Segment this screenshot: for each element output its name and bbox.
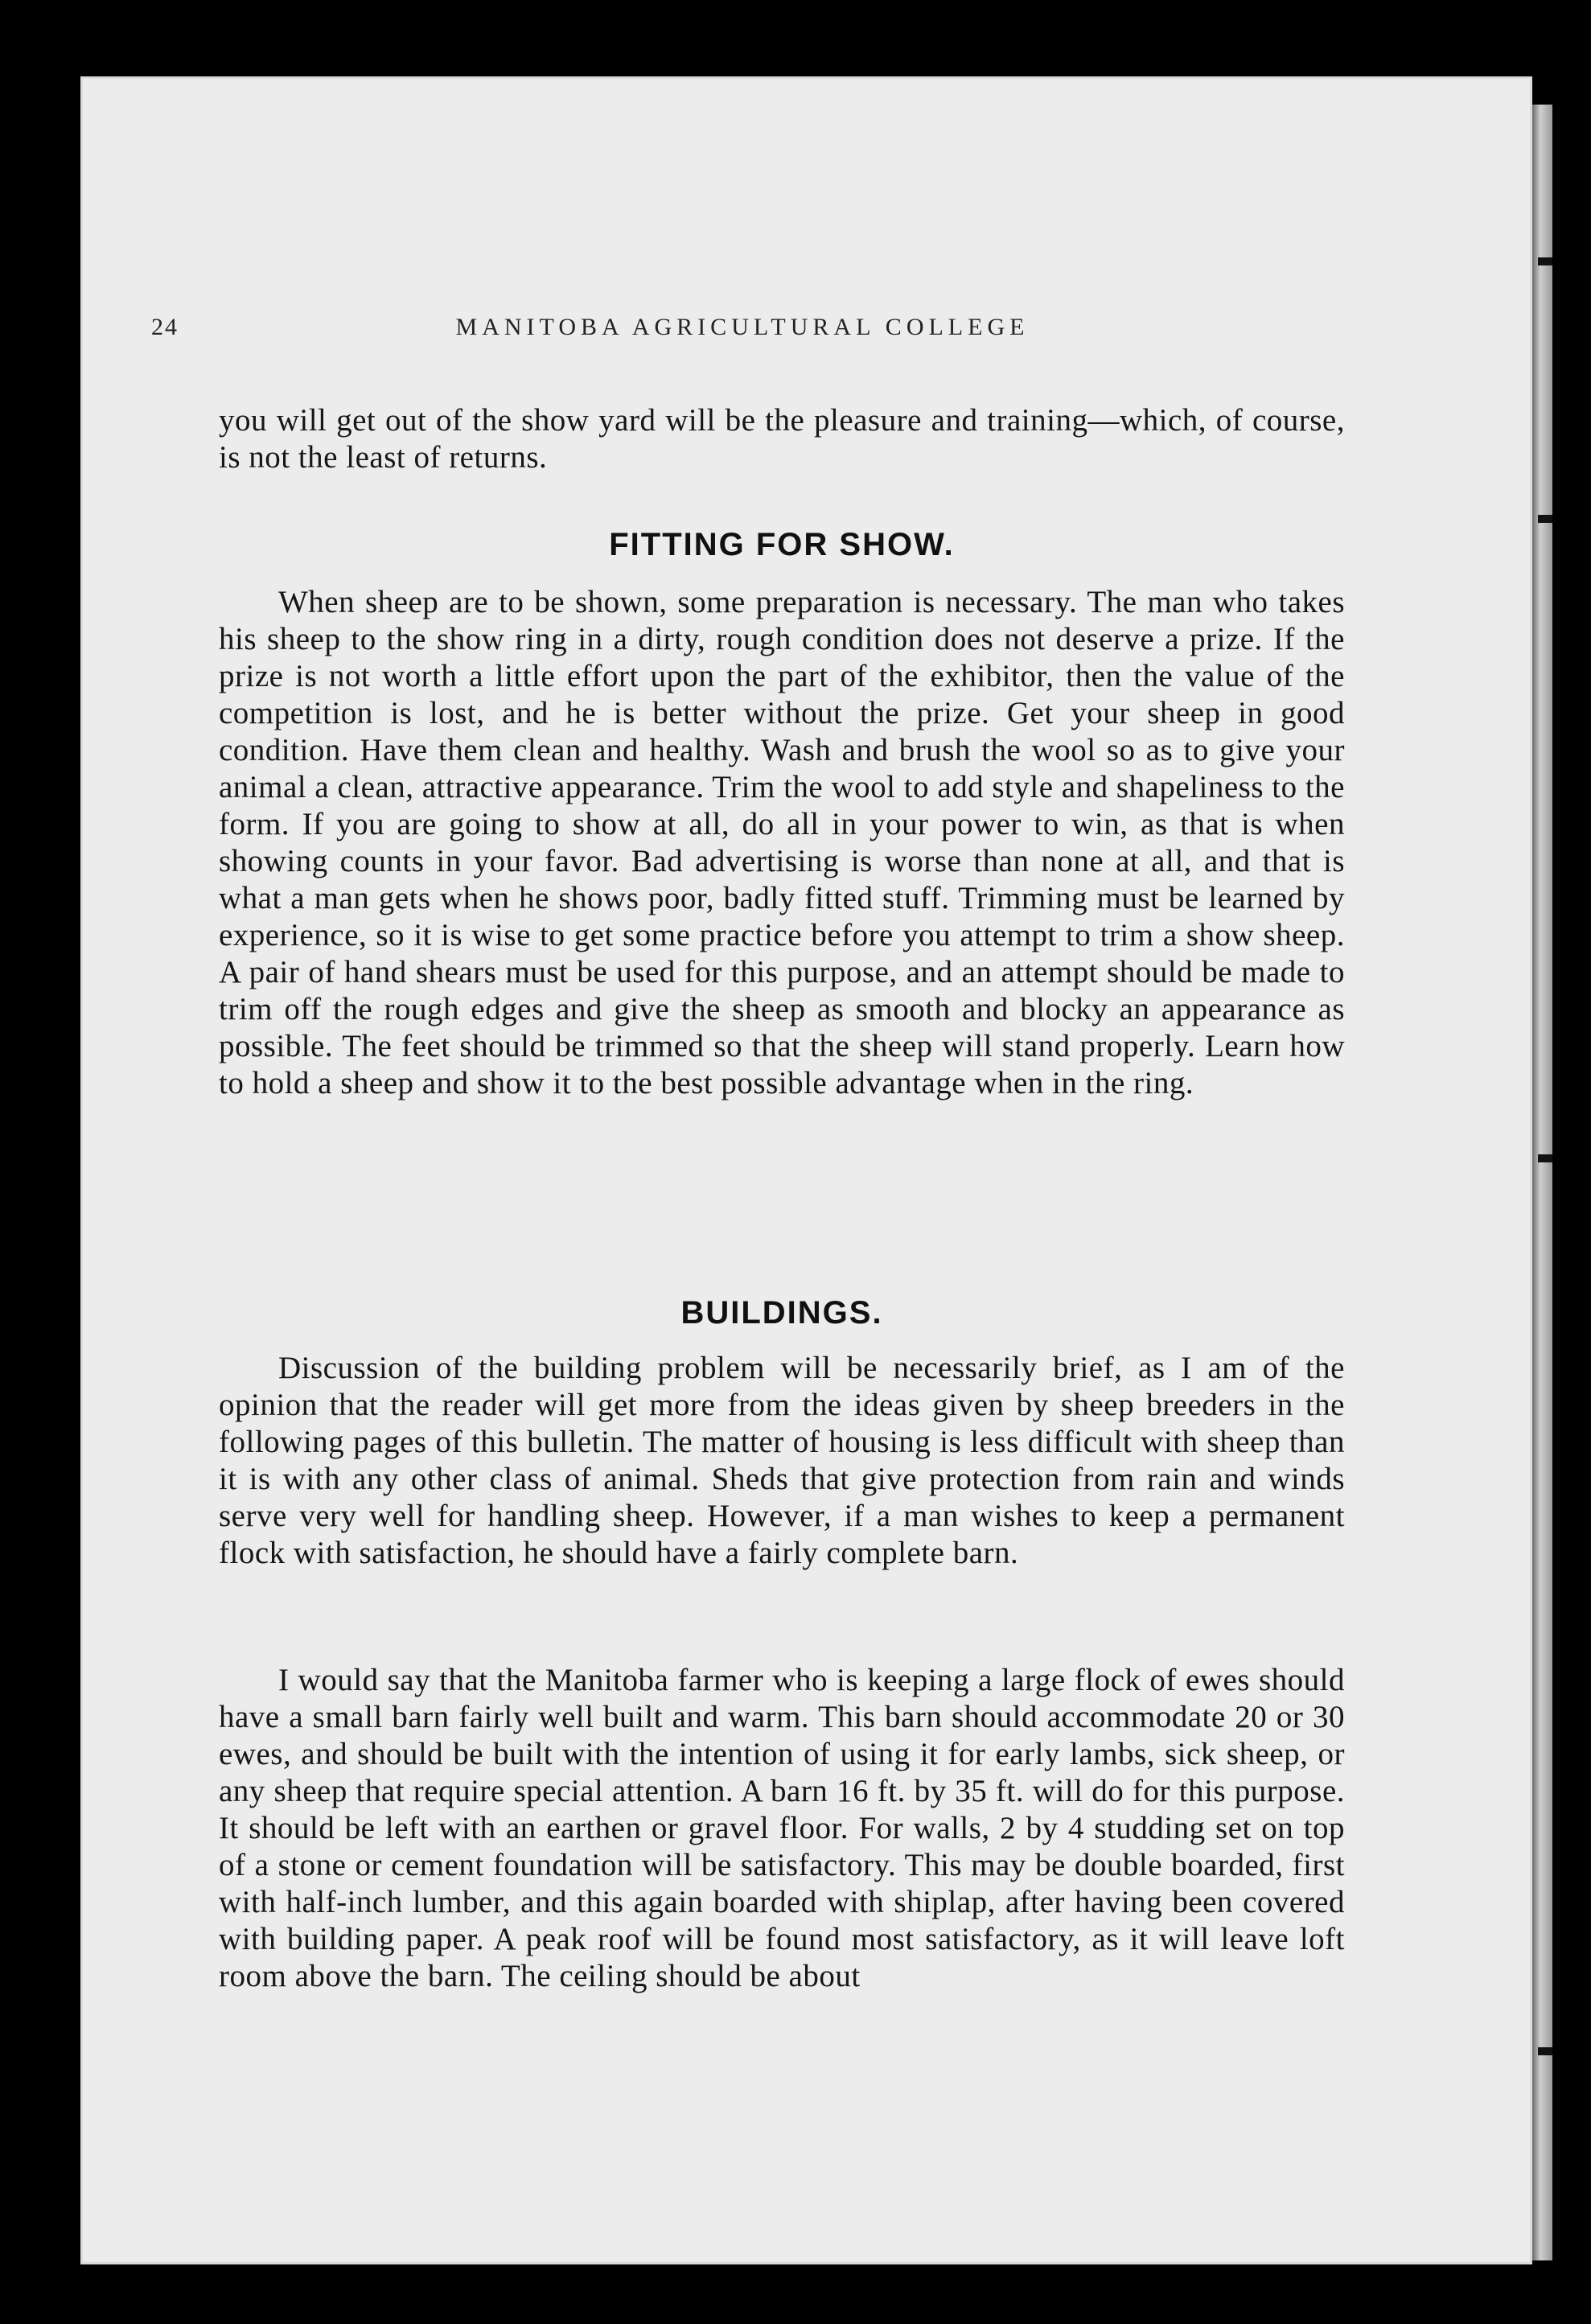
edge-mark	[1538, 515, 1552, 523]
edge-mark	[1538, 1154, 1552, 1162]
page-number: 24	[151, 314, 179, 340]
paragraph-buildings-1: Discussion of the building problem will be necessarily brief, as I am of the opinion that the reader will get more from the ideas given by sheep breeders in the following pages of this bulletin. The matter of housing is less difficult with sheep than it is with any other class of animal. Sheds that give protection from rain and winds serve very well for handling sheep. However, if a man wishes to keep a permanent flock with satisfaction, he should have a fairly complete barn.	[219, 1351, 1345, 1570]
section-heading-buildings: BUILDINGS.	[680, 1295, 883, 1331]
edge-mark	[1538, 257, 1552, 265]
page-header	[151, 314, 1334, 346]
running-head: MANITOBA AGRICULTURAL COLLEGE	[455, 314, 1030, 340]
paragraph-fitting: When sheep are to be shown, some preparation is necessary. The man who takes his sheep to the show ring in a dirty, rough condition does not deserve a prize. If the prize is not worth a little effort upon the part of the exhibitor, then the value of the competition is lost, and he is better without the prize. Get your sheep in good condition. Have them clean and healthy. Wash and brush the wool so as to give your animal a clean, attractive appearance. Trim the wool to add style and shapeliness to the form. If you are going to show at all, do all in your power to win, as that is when showing counts in your favor. Bad advertising is worse than none at all, and that is what a man gets when he shows poor, badly fitted stuff. Trimming must be learned by experience, so it is wise to get some practice before you attempt to trim a show sheep. A pair of hand shears must be used for this purpose, and an attempt should be made to trim off the rough edges and give the sheep as smooth and blocky an appearance as possible. The feet should be trimmed so that the sheep will stand properly. Learn how to hold a sheep and show it to the best possible advantage when in the ring.	[219, 585, 1345, 1100]
edge-mark	[1538, 2047, 1552, 2055]
continuation-paragraph: you will get out of the show yard will be the pleasure and training—which, of course, is not the least of returns.	[219, 403, 1345, 475]
section-heading-fitting: FITTING FOR SHOW.	[609, 527, 955, 562]
binding-edge	[1532, 105, 1552, 2260]
paragraph-buildings-2: I would say that the Manitoba farmer who is keeping a large flock of ewes should have a small barn fairly well built and warm. This barn should accommodate 20 or 30 ewes, and should be built with the intention of using it for early lambs, sick sheep, or any sheep that require special attention. A barn 16 ft. by 35 ft. will do for this purpose. It should be left with an earthen or gravel floor. For walls, 2 by 4 studding set on top of a stone or cement foundation will be satisfactory. This may be double boarded, first with half-inch lumber, and this again boarded with shiplap, after having been covered with building paper. A peak roof will be found most satisfactory, as it will leave loft room above the barn. The ceiling should be about	[219, 1663, 1345, 1993]
